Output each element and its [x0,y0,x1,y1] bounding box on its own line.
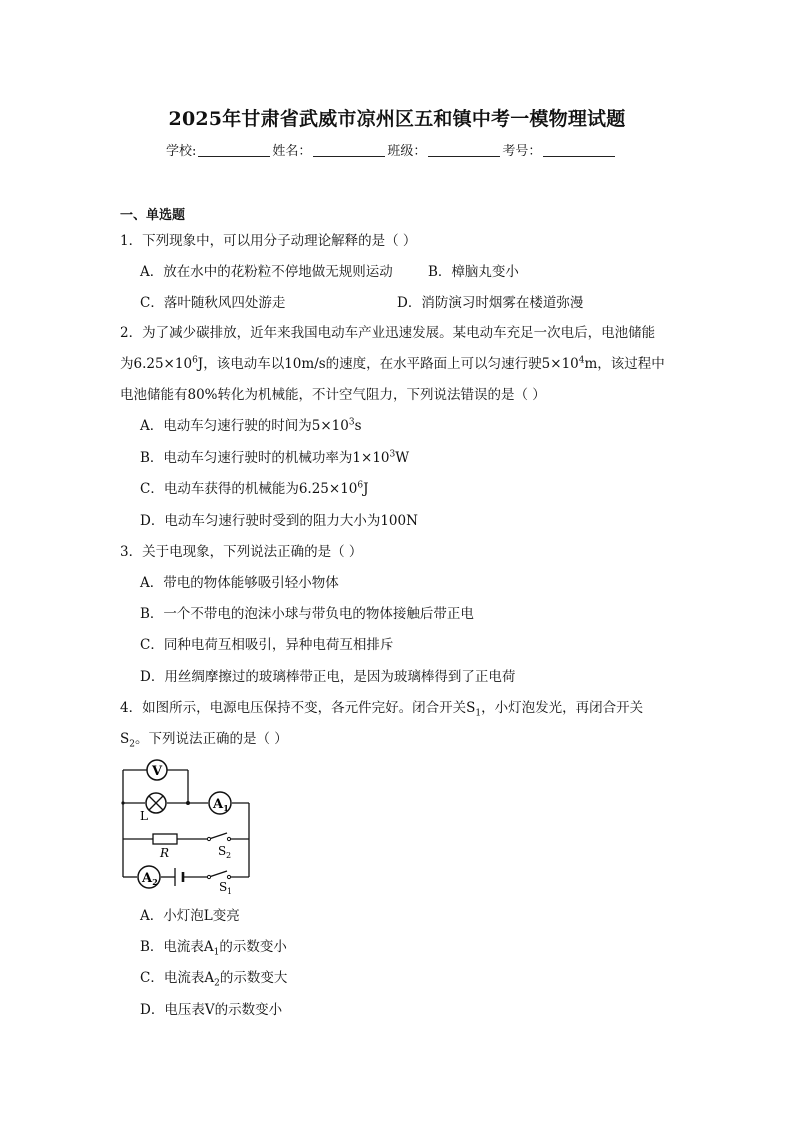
q3-stem: 3．关于电现象，下列说法正确的是（ ） [120,544,363,560]
switch-s1-contact [207,875,210,878]
student-info-line [166,140,617,159]
q3-option-a: A．带电的物体能够吸引轻小物体 [140,575,339,591]
class-label: 班级： [387,144,427,159]
q1-option-c: C．落叶随秋风四处游走 [140,295,286,311]
q4-option-c-sub: 2 [214,978,220,989]
switch-s2-blade [209,833,227,839]
q4-option-b [140,935,287,958]
school-label: 学校: [166,144,197,159]
switch-s2-contact [227,837,230,840]
q2-line2-part-c: m，该过程中 [584,356,665,372]
q4-option-b-text: B．电流表A [140,939,214,955]
resistor-symbol [153,834,177,844]
switch-s1-label: S [219,880,228,894]
q2-line2-part-b: J，该电动车以10m/s的速度，在水平路面上可以匀速行驶5×10 [197,356,579,372]
q2-option-c-unit: J [363,481,369,497]
q3-option-b: B．一个不带电的泡沫小球与带负电的物体接触后带正电 [140,606,474,622]
q3-option-c: C．同种电荷互相吸引，异种电荷互相排斥 [140,637,394,653]
q4-option-a: A．小灯泡L变亮 [140,908,240,924]
q4-line1-sub: 1 [475,708,482,719]
lamp-label: L [140,809,148,823]
q1-stem: 1．下列现象中，可以用分子动理论解释的是（ ） [120,233,417,249]
q2-exp-energy: 6 [192,355,198,366]
resistor-label: R [160,846,170,860]
q2-option-a-exp: 3 [348,417,355,428]
ammeter-a2-sub: 2 [152,877,158,887]
q4-option-c-rest: 的示数变大 [219,970,288,986]
switch-s2-contact [207,837,210,840]
q2-option-c-text: C．电动车获得的机械能为6.25×10 [140,481,358,497]
switch-s1-sub: 1 [227,887,233,895]
exam-no-label: 考号： [502,144,542,159]
q1-option-d: D．消防演习时烟雾在楼道弥漫 [397,295,584,311]
q4-stem-line1 [120,696,643,719]
q2-option-b-unit: W [395,450,410,466]
switch-s1-blade [209,871,227,877]
q4-line2-sub: 2 [129,739,135,750]
school-blank[interactable] [198,144,270,157]
q4-line1-part-a: 4．如图所示，电源电压保持不变，各元件完好。闭合开关S [120,700,476,716]
page-title: 2025年甘肃省武威市凉州区五和镇中考一模物理试题 [168,108,626,130]
q4-stem-line2 [120,727,288,750]
q2-option-a-text: A．电动车匀速行驶的时间为5×10 [140,418,349,434]
section-title: 一、单选题 [120,208,186,223]
q4-option-c-text: C．电流表A [140,970,215,986]
q4-line2-part-a: S [120,731,130,747]
q4-option-b-rest: 的示数变小 [219,939,287,955]
q2-option-c [140,477,369,497]
q4-option-b-sub: 1 [213,947,220,958]
ammeter-a1-label: A [212,797,224,812]
q4-option-d: D．电压表V的示数变小 [140,1002,283,1018]
switch-s2-label: S [218,844,227,858]
q2-option-a [140,414,362,434]
q2-line2-part-a: 为6.25×10 [120,356,193,372]
junction-dot [121,801,124,804]
ammeter-a1-sub: 1 [223,803,229,813]
class-blank[interactable] [428,144,500,157]
q1-option-a: A．放在水中的花粉粒不停地做无规则运动 [140,264,393,280]
q2-option-b [140,446,409,466]
q2-option-d: D．电动车匀速行驶时受到的阻力大小为100N [140,513,418,529]
q4-line1-part-b: ，小灯泡发光，再闭合开关 [481,700,644,716]
q4-line2-part-b: 。下列说法正确的是（ ） [134,731,288,747]
q2-option-a-unit: s [354,418,362,434]
q4-option-c [140,966,287,989]
q2-exp-distance: 4 [578,355,585,366]
q2-option-b-exp: 3 [389,449,396,460]
exam-no-blank[interactable] [543,144,615,157]
name-blank[interactable] [313,144,385,157]
q2-option-b-text: B．电动车匀速行驶时的机械功率为1×10 [140,450,390,466]
q2-option-c-exp: 6 [357,480,364,491]
q1-option-b: B．樟脑丸变小 [428,264,519,280]
circuit-diagram [115,755,265,895]
switch-s2-sub: 2 [226,851,232,860]
q2-stem-line2 [120,352,665,372]
name-label: 姓名： [272,144,312,159]
q2-stem-line3: 电池储能有80%转化为机械能，不计空气阻力，下列说法错误的是（ ） [120,387,546,403]
ammeter-a2-label: A [141,871,153,886]
junction-dot [186,801,190,805]
voltmeter-label: V [151,764,163,779]
switch-s1-contact [227,875,230,878]
q3-option-d: D．用丝绸摩擦过的玻璃棒带正电，是因为玻璃棒得到了正电荷 [140,669,516,685]
q2-stem-line1: 2．为了减少碳排放，近年来我国电动车产业迅速发展。某电动车充足一次电后，电池储能 [120,325,656,341]
